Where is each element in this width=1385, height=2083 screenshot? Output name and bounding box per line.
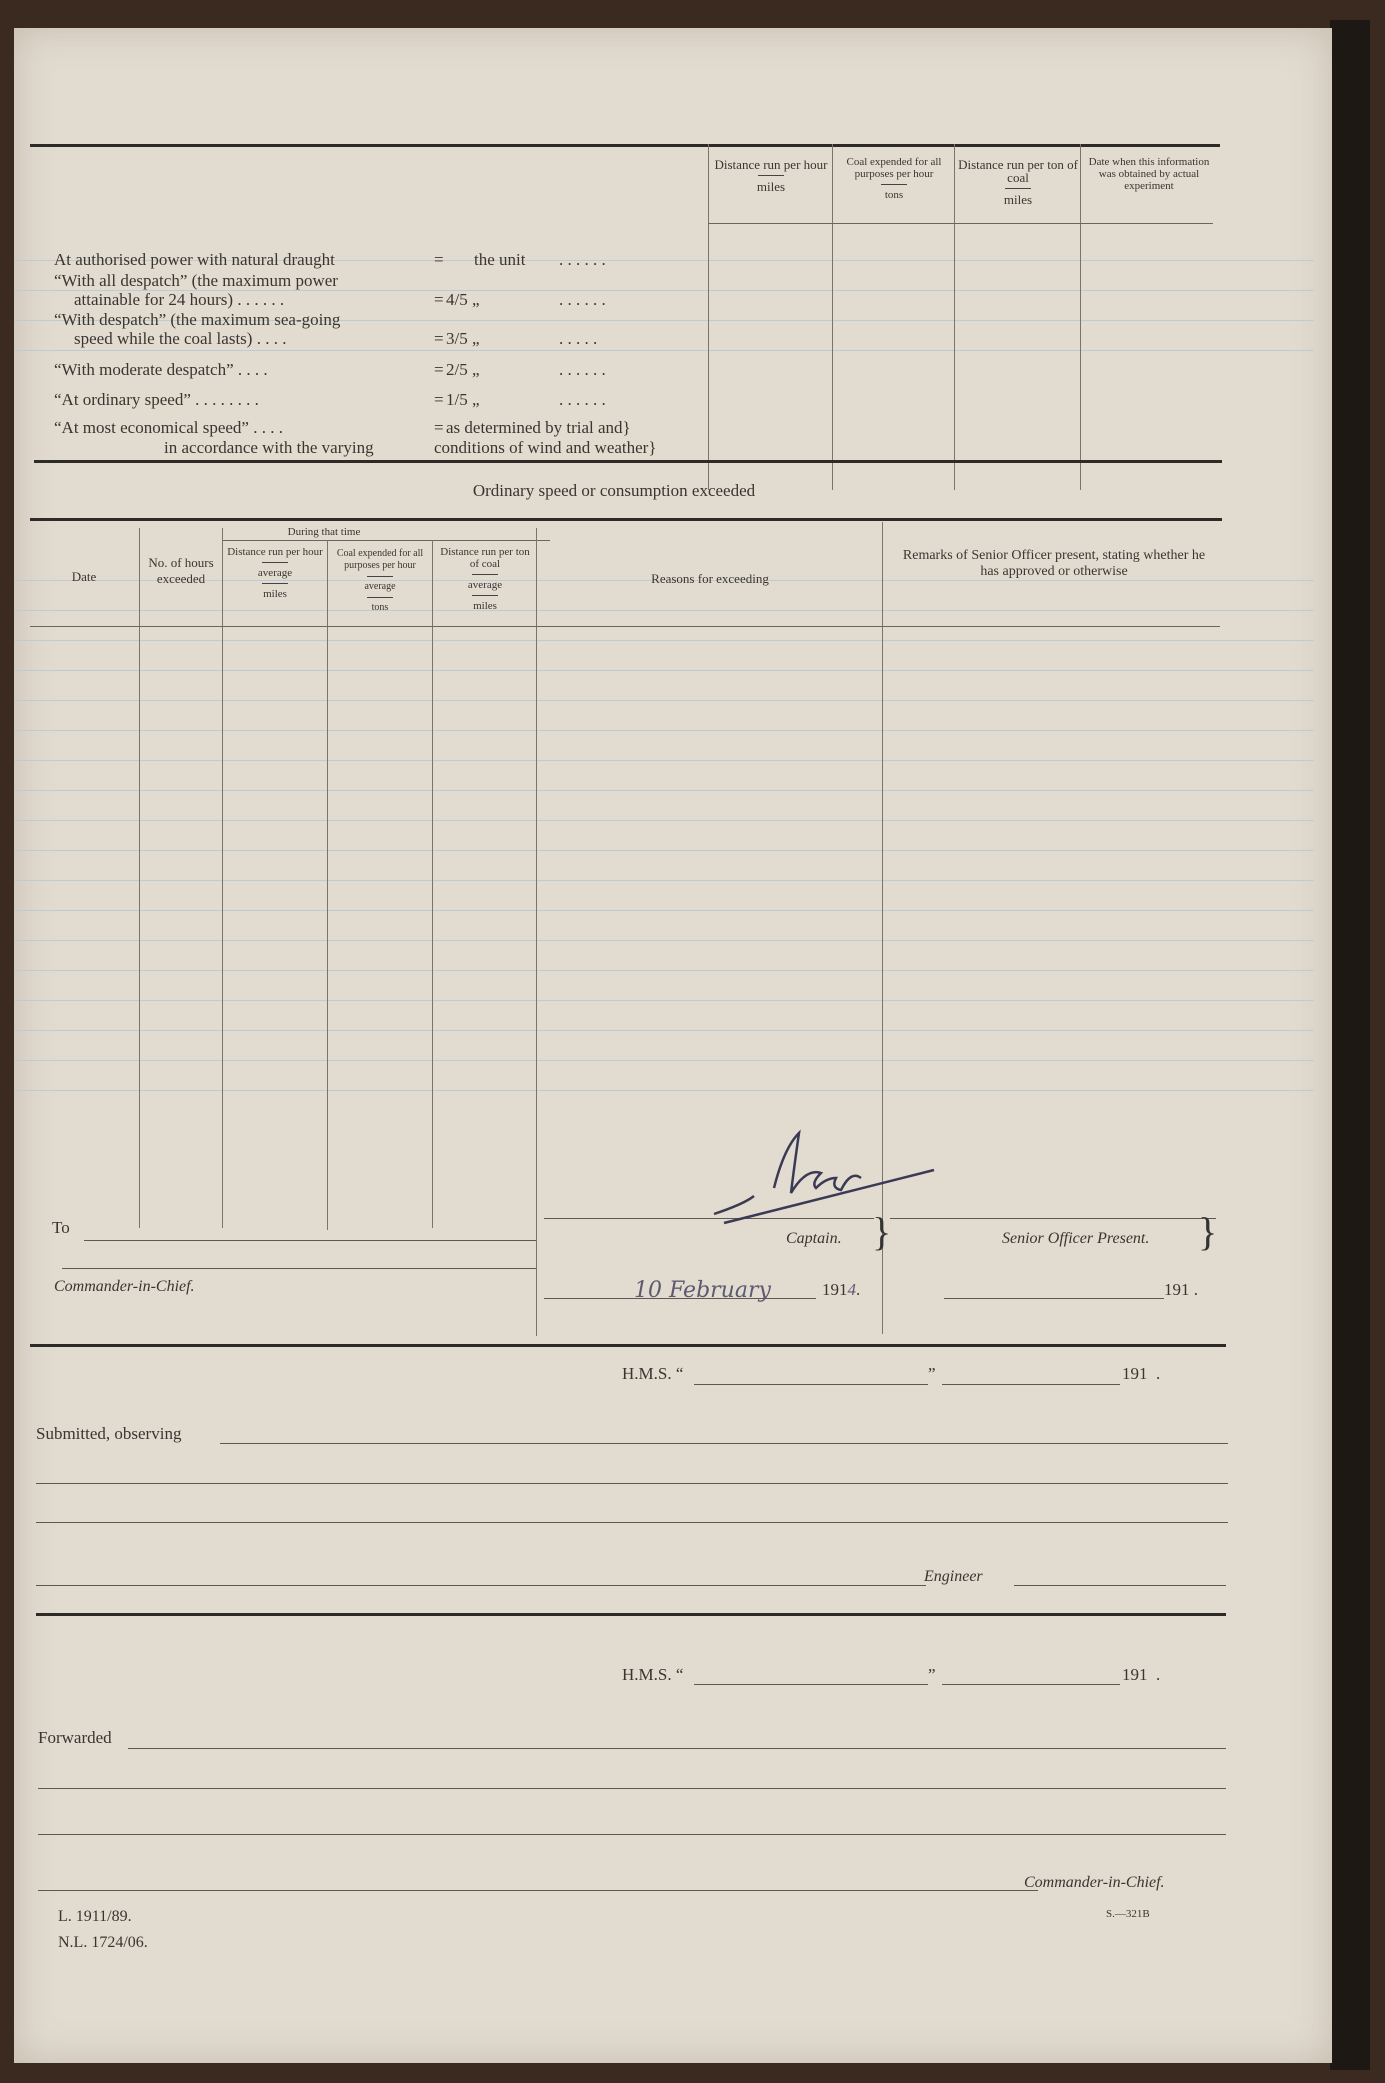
hms-year-1: 191 . xyxy=(1122,1364,1161,1383)
dark-background-edge xyxy=(1330,20,1370,2070)
row-ordinary-speed: “At ordinary speed” . . . . . . . . xyxy=(54,390,259,409)
row-moderate-despatch: “With moderate despatch” . . . . xyxy=(54,360,268,379)
row-2-value: 3/5 „ xyxy=(446,329,480,348)
row-0-value: the unit xyxy=(474,250,526,269)
ref-nl: N.L. 1724/06. xyxy=(58,1934,148,1951)
hms-label-1: H.M.S. “ xyxy=(622,1364,684,1383)
row-economical-line2: in accordance with the varying xyxy=(164,438,374,457)
col-dist-per-hour: Distance run per hour average miles xyxy=(227,546,323,600)
row-all-despatch-line2: attainable for 24 hours) . . . . . . xyxy=(74,290,285,309)
brace-senior: } xyxy=(1198,1209,1218,1254)
ref-l: L. 1911/89. xyxy=(58,1908,132,1925)
row-0-eq: = xyxy=(434,250,444,269)
captain-signature xyxy=(704,1118,964,1238)
row-5-value: as determined by trial and} xyxy=(446,418,631,437)
col-dist-per-ton: Distance run per ton of coal average miles xyxy=(440,546,530,612)
captain-year: 1914. xyxy=(822,1280,861,1299)
row-5-value2: conditions of wind and weather} xyxy=(434,438,657,457)
to-label: To xyxy=(52,1218,70,1237)
cinc-label: Commander-in-Chief. xyxy=(54,1278,195,1295)
brace-captain: } xyxy=(872,1209,892,1254)
col-header-distance-per-hour: Distance run per hour miles xyxy=(714,157,828,194)
row-1-value: 4/5 „ xyxy=(446,290,480,309)
hms-year-2: 191 . xyxy=(1122,1665,1161,1684)
col-remarks: Remarks of Senior Officer present, stating whether he has approved or otherwise xyxy=(902,548,1206,579)
exceeded-title: Ordinary speed or consumption exceeded xyxy=(472,481,756,500)
row-5-eq: = xyxy=(434,418,444,437)
hms-close-1: ” xyxy=(928,1364,936,1383)
row-4-dots: . . . . . . xyxy=(559,390,606,409)
form-number: S.—321B xyxy=(1106,1908,1150,1920)
row-2-eq: = xyxy=(434,329,444,348)
form-page xyxy=(14,28,1332,2063)
hms-label-2: H.M.S. “ xyxy=(622,1665,684,1684)
handwritten-date: 10 February xyxy=(634,1278,771,1303)
col-header-date-obtained: Date when this information was obtained by actual experiment xyxy=(1088,156,1210,192)
col-reasons: Reasons for exceeding xyxy=(651,571,769,586)
row-4-eq: = xyxy=(434,390,444,409)
cinc-label-2: Commander-in-Chief. xyxy=(1024,1874,1165,1891)
col-header-coal-per-hour: Coal expended for all purposes per hour tons xyxy=(846,156,942,201)
col-hours-exceeded: No. of hours exceeded xyxy=(148,555,214,586)
engineer-label: Engineer xyxy=(924,1568,983,1585)
row-2-dots: . . . . . xyxy=(559,329,598,348)
row-4-value: 1/5 „ xyxy=(446,390,480,409)
senior-year: 191 . xyxy=(1164,1280,1198,1299)
row-despatch-line1: “With despatch” (the maximum sea-going xyxy=(54,310,341,329)
row-3-dots: . . . . . . xyxy=(559,360,606,379)
row-1-dots: . . . . . . xyxy=(559,290,606,309)
during-label: During that time xyxy=(287,526,361,538)
senior-officer-label: Senior Officer Present. xyxy=(1002,1230,1150,1247)
col-coal-per-hour: Coal expended for all purposes per hour average tons xyxy=(336,548,424,613)
row-economical-speed: “At most economical speed” . . . . xyxy=(54,418,283,437)
hms-close-2: ” xyxy=(928,1665,936,1684)
row-3-eq: = xyxy=(434,360,444,379)
forwarded-label: Forwarded xyxy=(38,1728,112,1747)
top-rule xyxy=(30,144,1220,147)
col-date: Date xyxy=(71,569,97,584)
row-all-despatch-line1: “With all despatch” (the maximum power xyxy=(54,271,338,290)
captain-label: Captain. xyxy=(786,1230,842,1247)
col-header-distance-per-ton: Distance run per ton of coal miles xyxy=(958,157,1078,207)
row-despatch-line2: speed while the coal lasts) . . . . xyxy=(74,329,287,348)
submitted-label: Submitted, observing xyxy=(36,1424,182,1443)
row-1-eq: = xyxy=(434,290,444,309)
row-3-value: 2/5 „ xyxy=(446,360,480,379)
row-0-dots: . . . . . . xyxy=(559,250,606,269)
row-authorised-power: At authorised power with natural draught xyxy=(54,250,335,269)
